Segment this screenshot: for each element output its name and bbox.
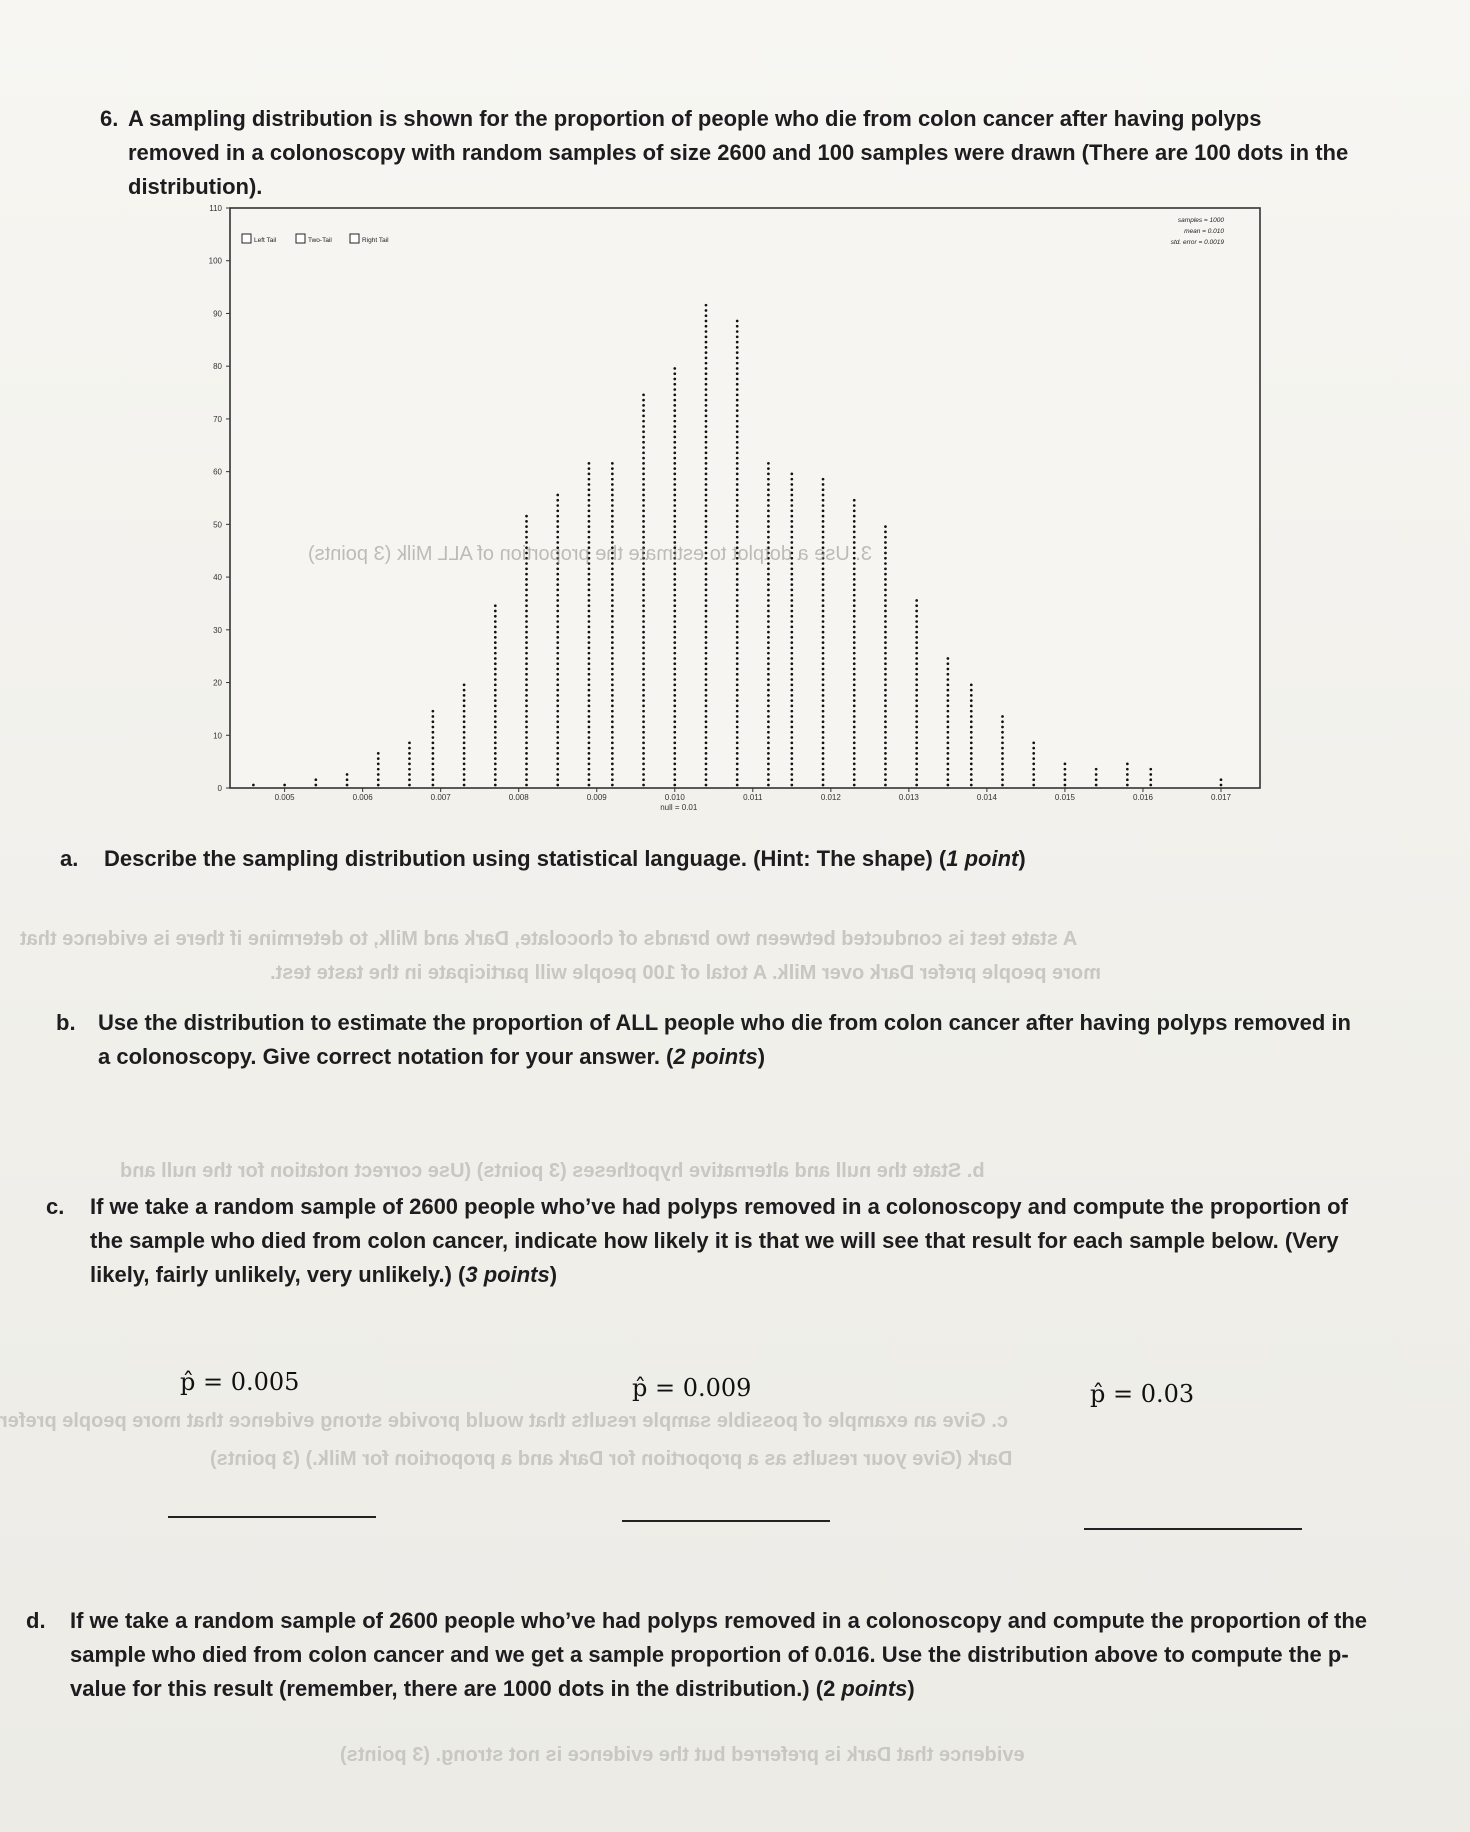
answer-blank-2[interactable]	[622, 1520, 830, 1522]
x-tick-label-5: 0.010	[664, 793, 685, 802]
part-d-label: d.	[26, 1608, 46, 1633]
dot-column-3	[346, 773, 349, 786]
x-tick-label-2: 0.007	[430, 793, 451, 802]
question-text: A sampling distribution is shown for the proportion of people who die from colon cancer after having polyps removed in a colonoscopy with random samples of size 2600 and 100 samples were drawn (There are 100 dots in the distribution).	[128, 106, 1349, 199]
y-tick-label-5: 50	[213, 520, 222, 530]
stat-line-1: mean = 0.010	[1184, 228, 1224, 235]
part-d-points: points	[841, 1676, 908, 1701]
dot-column-1	[283, 784, 286, 787]
part-c-text: If we take a random sample of 2600 people who’ve had polyps removed in a colonoscopy and compute the proportion of the sample who died from colon cancer, indicate how likely it is that we will see that result for each sample below. (Very likely, fairly unlikely, very unlikely.) (3 points)	[90, 1194, 1348, 1287]
part-c	[46, 1190, 1396, 1300]
dot-column-5	[408, 741, 411, 786]
sampling-distribution-chart	[200, 200, 1270, 820]
tail-checkbox-2	[350, 234, 359, 243]
part-a	[60, 842, 1400, 882]
x-tick-label-12: 0.017	[1210, 793, 1232, 802]
y-tick-label-7: 70	[213, 414, 222, 424]
answer-blank-1[interactable]	[168, 1516, 376, 1518]
part-b-label: b.	[56, 1010, 76, 1035]
phat-value-1: p̂ = 0.005	[180, 1368, 300, 1396]
part-c-label: c.	[46, 1194, 65, 1219]
x-tick-label-8: 0.013	[898, 793, 919, 802]
tail-option-label-2: Right Tail	[362, 237, 389, 244]
phat-value-2: p̂ = 0.009	[632, 1374, 752, 1402]
y-tick-label-1: 10	[213, 731, 222, 741]
bleed-through-line-3: b. State the null and alternative hypotheses (3 points) (Use correct notation for the null and	[120, 1160, 985, 1182]
y-tick-label-9: 90	[213, 309, 222, 319]
x-tick-label-7: 0.012	[820, 793, 841, 802]
bleed-through-line-2: more people prefer Dark over Milk. A total of 100 people will participate in the taste test.	[270, 962, 1101, 984]
part-b-text: Use the distribution to estimate the proportion of ALL people who die from colon cancer after having polyps removed in a colonoscopy. Give correct notation for your answer. (2 points)	[98, 1010, 1351, 1069]
plot-frame	[230, 208, 1260, 788]
y-tick-label-0: 0	[217, 784, 222, 793]
dot-column-6	[432, 710, 435, 787]
x-tick-label-0: 0.005	[274, 793, 295, 802]
dot-column-0	[252, 784, 255, 787]
tail-option-label-0: Left Tail	[254, 237, 277, 244]
y-tick-label-10: 100	[208, 256, 222, 266]
null-label: null = 0.01	[660, 803, 698, 812]
tail-checkbox-0	[242, 234, 251, 243]
bleed-through-line-4: c. Give an example of possible sample results that would provide strong evidence that more people prefer	[0, 1410, 1009, 1432]
dot-column-8	[494, 604, 497, 786]
dotplot-svg	[200, 200, 1270, 820]
part-b-points: 2 points	[673, 1044, 758, 1069]
x-tick-label-6: 0.011	[743, 793, 763, 802]
y-tick-label-8: 80	[213, 362, 222, 372]
tail-checkbox-1	[296, 234, 305, 243]
bleed-through-line-5: Dark (Give your results as a proportion for Dark and a proportion for Milk.) (3 points)	[210, 1448, 1013, 1470]
x-tick-label-1: 0.006	[352, 793, 373, 802]
stat-line-0: samples = 1000	[1177, 217, 1224, 224]
part-d-text: If we take a random sample of 2600 people who’ve had polyps removed in a colonoscopy and compute the proportion of the sample who died from colon cancer and we get a sample proportion of 0.016. Use the distribution above to compute the p-value for this result (remember, there are 1000 dots in the distribution.) (2 points)	[70, 1608, 1368, 1701]
part-a-points: 1 point	[946, 846, 1019, 871]
y-tick-label-11: 110	[209, 204, 222, 213]
part-b	[56, 1006, 1396, 1078]
question-number: 6.	[100, 106, 119, 131]
bleed-through-line-1: A state test is conducted between two brands of chocolate, Dark and Milk, to determine if there is evidence that	[20, 928, 1078, 950]
y-tick-label-3: 30	[213, 625, 222, 635]
answer-blank-3[interactable]	[1084, 1528, 1302, 1530]
x-tick-label-10: 0.015	[1054, 793, 1075, 802]
part-c-points: 3 points	[465, 1262, 550, 1287]
y-tick-label-4: 40	[213, 573, 222, 583]
phat-value-3: p̂ = 0.03	[1090, 1380, 1195, 1408]
dot-column-26	[1032, 741, 1035, 786]
part-a-label: a.	[60, 846, 79, 871]
x-tick-label-9: 0.014	[976, 793, 997, 802]
part-d	[26, 1604, 1406, 1754]
y-tick-label-6: 60	[213, 467, 222, 477]
bleed-through-line-6: evidence that Dark is preferred but the evidence is not strong. (3 points)	[340, 1744, 1025, 1766]
part-a-text: Describe the sampling distribution using statistical language. (Hint: The shape) (1 point)	[104, 846, 1026, 871]
y-tick-label-2: 20	[213, 678, 222, 688]
tail-option-label-1: Two-Tail	[308, 237, 332, 244]
stat-line-2: std. error = 0.0019	[1170, 239, 1224, 246]
x-tick-label-4: 0.009	[586, 793, 607, 802]
x-tick-label-11: 0.016	[1132, 793, 1153, 802]
x-tick-label-3: 0.008	[508, 793, 529, 802]
chart-bleed-through-text: 3. Use a dotplot to estimate the proportion of ALL Milk (3 points)	[307, 543, 873, 565]
dot-column-13	[642, 393, 645, 786]
